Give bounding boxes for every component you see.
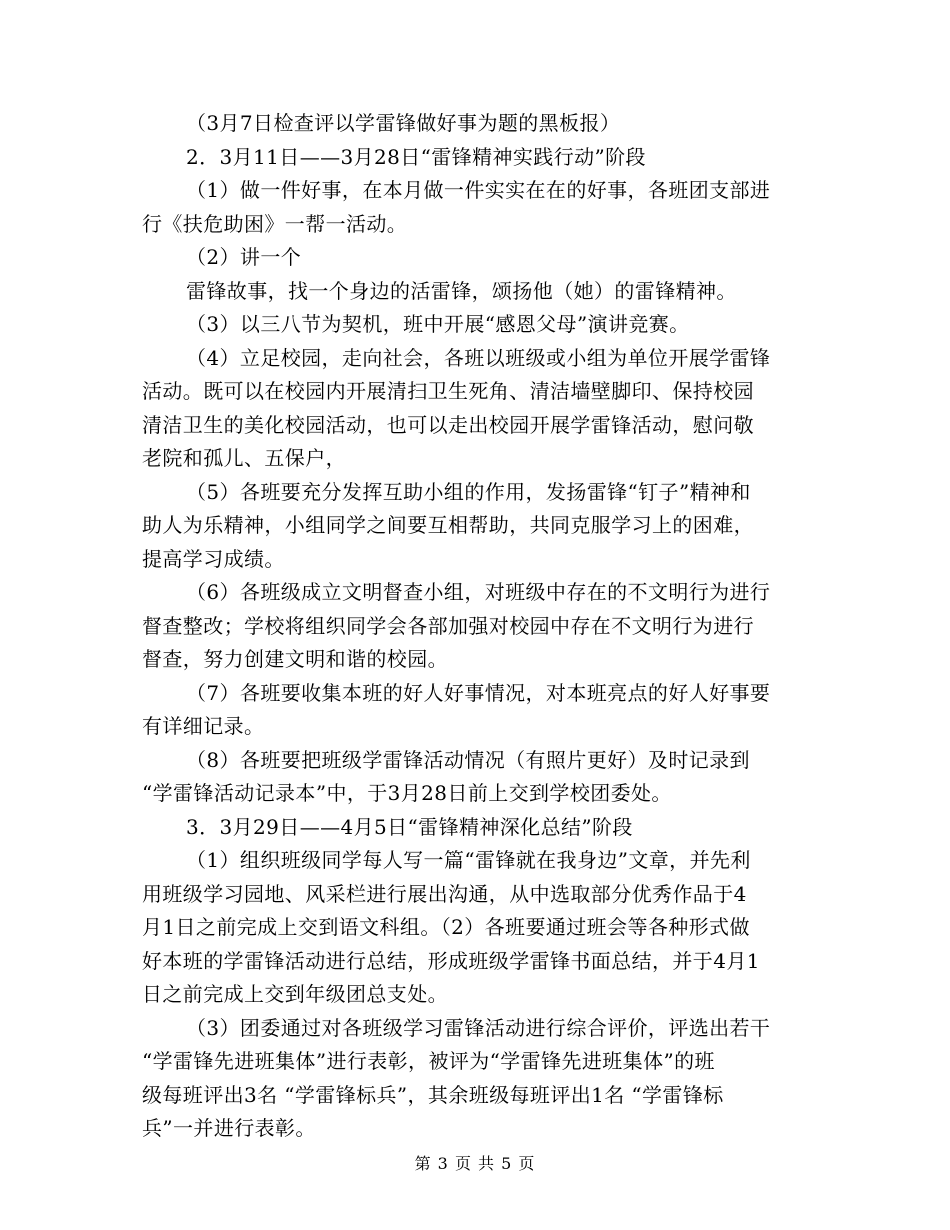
text-line: 级每班评出3名 “学雷锋标兵”，其余班级每班评出1名 “学雷锋标 bbox=[142, 1083, 724, 1107]
text-line: 日之前完成上交到年级团总支处。 bbox=[142, 982, 448, 1006]
text-line: 督查，努力创建文明和谐的校园。 bbox=[142, 647, 448, 671]
text-line: 月1日之前完成上交到语文科组。（2）各班要通过班会等各种形式做 bbox=[142, 915, 750, 939]
text-line: （3）团委通过对各班级学习雷锋活动进行综合评价，评选出若干 bbox=[186, 1016, 771, 1040]
text-line: 老院和孤儿、五保户， bbox=[142, 446, 346, 470]
text-line: “学雷锋先进班集体”进行表彰，被评为“学雷锋先进班集体”的班 bbox=[142, 1049, 715, 1073]
text-line: “学雷锋活动记录本”中，于3月28日前上交到学校团委处。 bbox=[142, 781, 672, 805]
text-line: （8）各班要把班级学雷锋活动情况（有照片更好）及时记录到 bbox=[186, 748, 750, 772]
text-line: （5）各班要充分发挥互助小组的作用，发扬雷锋“钉子”精神和 bbox=[186, 480, 751, 504]
text-line: （1）组织班级同学每人写一篇“雷锋就在我身边”文章，并先利 bbox=[186, 848, 751, 872]
text-line: 提高学习成绩。 bbox=[142, 547, 285, 571]
text-line: （7）各班要收集本班的好人好事情况，对本班亮点的好人好事要 bbox=[186, 681, 771, 705]
text-line: （3月7日检查评以学雷锋做好事为题的黑板报） bbox=[186, 111, 621, 135]
text-line: 督查整改；学校将组织同学会各部加强对校园中存在不文明行为进行 bbox=[142, 614, 754, 638]
text-line: 雷锋故事，找一个身边的活雷锋，颂扬他（她）的雷锋精神。 bbox=[186, 279, 737, 303]
text-line: （4）立足校园，走向社会，各班以班级或小组为单位开展学雷锋 bbox=[186, 346, 771, 370]
text-line: 清洁卫生的美化校园活动，也可以走出校园开展学雷锋活动，慰问敬 bbox=[142, 413, 754, 437]
text-line: （6）各班级成立文明督查小组，对班级中存在的不文明行为进行 bbox=[186, 580, 771, 604]
text-line: 兵”一并进行表彰。 bbox=[142, 1116, 316, 1140]
text-line: 活动。既可以在校园内开展清扫卫生死角、清洁墙壁脚印、保持校园 bbox=[142, 379, 754, 403]
text-line: 2．3月11日——3月28日“雷锋精神实践行动”阶段 bbox=[186, 145, 646, 169]
text-line: （3）以三八节为契机，班中开展“感恩父母”演讲竞赛。 bbox=[186, 312, 690, 336]
text-line: 助人为乐精神，小组同学之间要互相帮助，共同克服学习上的困难， bbox=[142, 513, 754, 537]
text-line: 3．3月29日——4月5日“雷锋精神深化总结”阶段 bbox=[186, 815, 633, 839]
text-line: 好本班的学雷锋活动进行总结，形成班级学雷锋书面总结，并于4月1 bbox=[142, 949, 760, 973]
text-line: 用班级学习园地、风采栏进行展出沟通，从中选取部分优秀作品于4 bbox=[142, 882, 747, 906]
text-line: 有详细记录。 bbox=[142, 714, 265, 738]
text-line: 行《扶危助困》一帮一活动。 bbox=[142, 212, 408, 236]
text-line: （1）做一件好事，在本月做一件实实在在的好事，各班团支部进 bbox=[186, 178, 771, 202]
page-number: 第 3 页 共 5 页 bbox=[414, 1154, 536, 1173]
text-line: （2）讲一个 bbox=[186, 245, 302, 269]
